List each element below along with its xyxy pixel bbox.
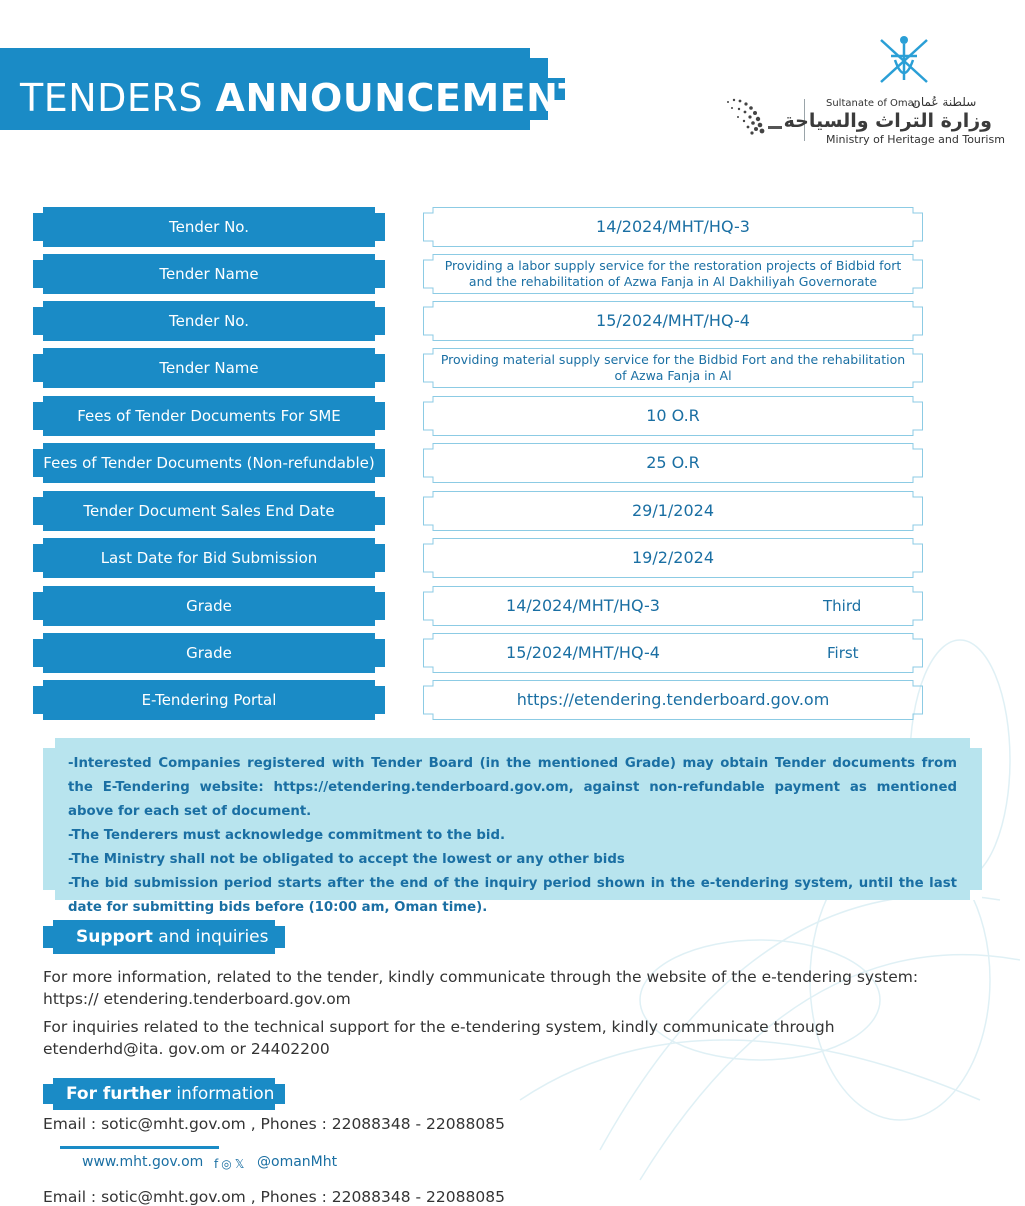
row-value <box>423 586 923 626</box>
row-value-text: 15/2024/MHT/HQ-4 <box>596 311 750 330</box>
row-label-text: Grade <box>186 597 232 615</box>
row-label-text: Tender No. <box>169 218 249 236</box>
further-info-heading: For further information <box>43 1078 285 1112</box>
row-value <box>423 443 923 483</box>
row-value <box>423 348 923 388</box>
row-label-text: Tender No. <box>169 312 249 330</box>
row-label <box>33 680 385 720</box>
row-value-text: 10 O.R <box>646 406 700 425</box>
grade-level: Third <box>823 597 862 615</box>
row-value-text: 14/2024/MHT/HQ-3 <box>506 596 660 615</box>
sultanate-label-arabic: سلطنة عُمان <box>912 95 977 109</box>
row-label <box>33 207 385 247</box>
website-link[interactable]: www.mht.gov.om <box>82 1154 204 1170</box>
row-label-text: Fees of Tender Documents (Non-refundable) <box>43 454 375 472</box>
row-label-text: Tender Document Sales End Date <box>83 502 335 520</box>
support-text <box>43 966 923 1060</box>
row-value-text: 25 O.R <box>646 453 700 472</box>
row-value-text: Providing a labor supply service for the restoration projects of Bidbid fort and the rehabilitation of Azwa Fanja in Al Dakhiliyah Governorate <box>444 258 902 289</box>
facebook-icon[interactable]: f <box>214 1157 219 1171</box>
footer-divider <box>60 1146 219 1149</box>
note-item: -The bid submission period starts after the end of the inquiry period shown in the e-tendering system, until the last date for submitting bids before (10:00 am, Oman time). <box>68 876 957 915</box>
cut-off-contact-line: Email : sotic@mht.gov.om , Phones : 22088348 - 22088085 <box>43 1188 505 1206</box>
row-label-text: Last Date for Bid Submission <box>100 549 318 567</box>
row-value <box>423 680 923 720</box>
note-item: -The Ministry shall not be obligated to accept the lowest or any other bids <box>68 852 625 867</box>
row-label <box>33 491 385 531</box>
portal-link[interactable]: https://etendering.tenderboard.gov.om <box>516 690 830 709</box>
oman-emblem <box>873 30 935 92</box>
row-value <box>423 301 923 341</box>
row-value <box>423 396 923 436</box>
instagram-icon[interactable]: ◎ <box>221 1157 232 1171</box>
page-title: TENDERS ANNOUNCEMENT <box>20 76 585 120</box>
support-heading: Support and inquiries <box>43 920 285 954</box>
contact-info: Email : sotic@mht.gov.om , Phones : 22088348 - 22088085 <box>43 1115 505 1133</box>
support-line: For more information, related to the tender, kindly communicate through the website of the e-tendering system: https:// etendering.tenderboard.gov.om <box>43 968 919 1008</box>
row-label-text: E-Tendering Portal <box>141 691 277 709</box>
row-label <box>33 254 385 294</box>
row-value <box>423 491 923 531</box>
row-label-text: Tender Name <box>159 265 259 283</box>
heritage-logo <box>722 96 784 140</box>
row-label-text: Fees of Tender Documents For SME <box>77 407 341 425</box>
row-value-text: Providing material supply service for the Bidbid Fort and the rehabilitation of Azwa Fanja in Al <box>440 352 906 383</box>
row-value-text: 29/1/2024 <box>631 501 715 520</box>
note-item: -The Tenderers must acknowledge commitment to the bid. <box>68 828 506 843</box>
row-label <box>33 633 385 673</box>
row-label <box>33 538 385 578</box>
row-value-text: 14/2024/MHT/HQ-3 <box>596 217 750 236</box>
social-handle[interactable]: @omanMht <box>257 1154 338 1170</box>
row-label <box>33 396 385 436</box>
row-value <box>423 207 923 247</box>
x-icon[interactable]: 𝕏 <box>234 1157 245 1171</box>
row-label <box>33 443 385 483</box>
social-icons <box>214 1156 244 1172</box>
grade-level: First <box>827 644 859 662</box>
row-value <box>423 254 923 294</box>
row-value <box>423 538 923 578</box>
row-label <box>33 348 385 388</box>
row-label-text: Grade <box>186 644 232 662</box>
ministry-name-arabic: وزارة التراث والسياحة <box>783 110 992 132</box>
notes-box <box>43 738 982 915</box>
row-label-text: Tender Name <box>159 359 259 377</box>
row-label <box>33 301 385 341</box>
row-value-text: 19/2/2024 <box>631 548 715 567</box>
support-line: For inquiries related to the technical support for the e-tendering system, kindly communicate through etenderhd@ita. gov.om or 24402200 <box>43 1018 835 1058</box>
note-item: -Interested Companies registered with Tender Board (in the mentioned Grade) may obtain Tender documents from the E-Tendering website: https://etendering.tenderboard.gov.om, against non-refundable payment as mentioned above for each set of document. <box>68 756 957 819</box>
ministry-name: Ministry of Heritage and Tourism <box>826 133 1005 146</box>
row-label <box>33 586 385 626</box>
row-value-text: 15/2024/MHT/HQ-4 <box>506 643 660 662</box>
row-value <box>423 633 923 673</box>
sultanate-label: Sultanate of Oman <box>826 98 921 109</box>
